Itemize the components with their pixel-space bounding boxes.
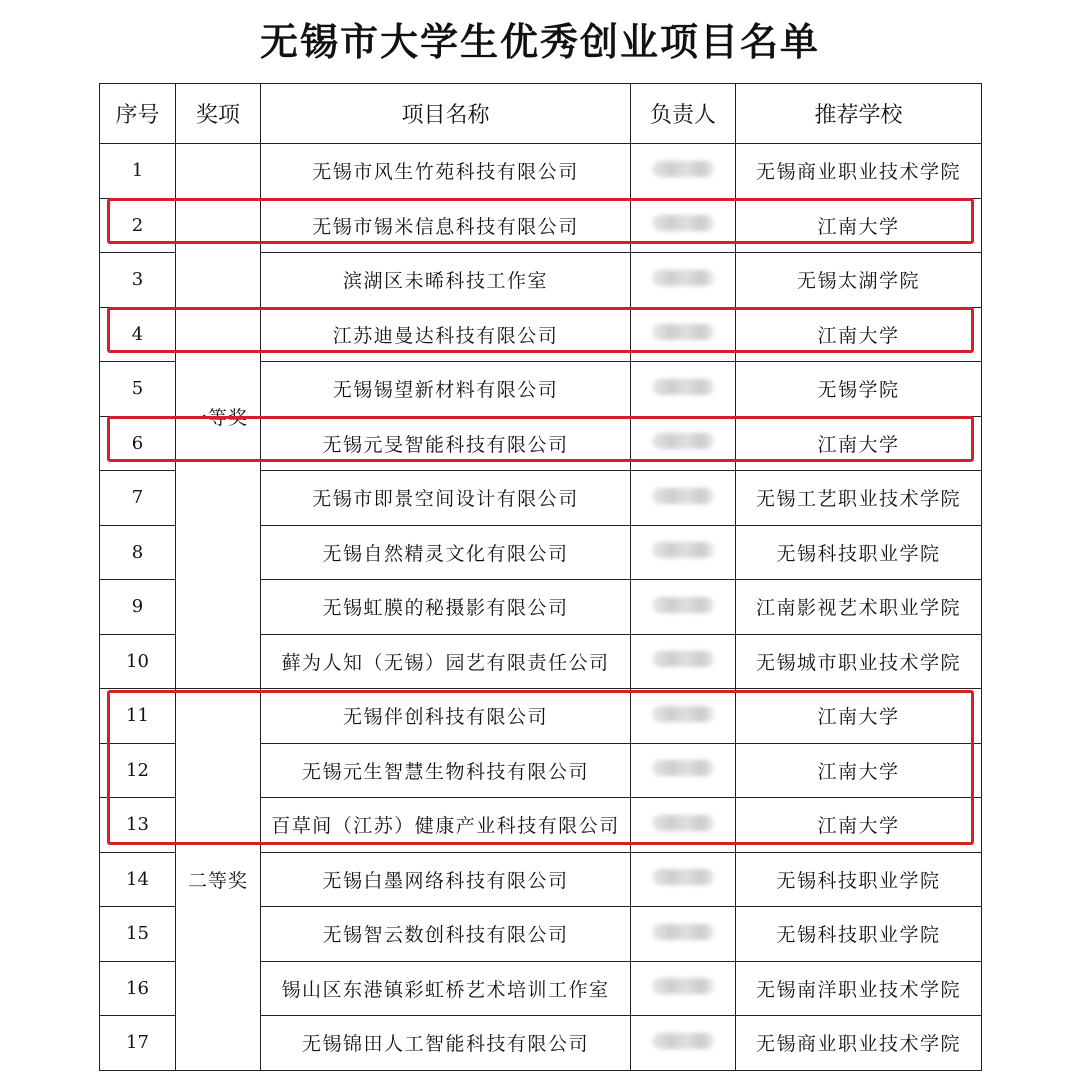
redacted-name-blur bbox=[652, 270, 714, 286]
row-school: 江南大学 bbox=[736, 307, 982, 362]
row-school: 无锡南洋职业技术学院 bbox=[736, 961, 982, 1016]
row-seq: 13 bbox=[100, 798, 176, 853]
redacted-name-blur bbox=[652, 978, 714, 994]
row-project-name: 锡山区东港镇彩虹桥艺术培训工作室 bbox=[261, 961, 631, 1016]
row-person bbox=[631, 253, 736, 308]
row-school: 无锡商业职业技术学院 bbox=[736, 1016, 982, 1071]
redacted-name-blur bbox=[652, 1033, 714, 1049]
row-school: 江南大学 bbox=[736, 798, 982, 853]
row-school: 无锡太湖学院 bbox=[736, 253, 982, 308]
row-project-name: 无锡市即景空间设计有限公司 bbox=[261, 471, 631, 526]
table-row bbox=[100, 689, 982, 744]
row-seq: 15 bbox=[100, 907, 176, 962]
award-first-prize: 一等奖 bbox=[176, 144, 261, 689]
row-school: 无锡学院 bbox=[736, 362, 982, 417]
row-project-name: 无锡锡望新材料有限公司 bbox=[261, 362, 631, 417]
row-project-name: 无锡元生智慧生物科技有限公司 bbox=[261, 743, 631, 798]
row-seq: 9 bbox=[100, 580, 176, 635]
row-project-name: 无锡自然精灵文化有限公司 bbox=[261, 525, 631, 580]
row-project-name: 无锡市锡米信息科技有限公司 bbox=[261, 198, 631, 253]
row-school: 无锡工艺职业技术学院 bbox=[736, 471, 982, 526]
redacted-name-blur bbox=[652, 706, 714, 722]
table-row bbox=[100, 144, 982, 199]
row-project-name: 无锡元旻智能科技有限公司 bbox=[261, 416, 631, 471]
row-project-name: 无锡智云数创科技有限公司 bbox=[261, 907, 631, 962]
row-seq: 17 bbox=[100, 1016, 176, 1071]
row-project-name: 无锡白墨网络科技有限公司 bbox=[261, 852, 631, 907]
row-seq: 5 bbox=[100, 362, 176, 417]
row-school: 江南影视艺术职业学院 bbox=[736, 580, 982, 635]
row-project-name: 无锡伴创科技有限公司 bbox=[261, 689, 631, 744]
row-project-name: 无锡虹膜的秘摄影有限公司 bbox=[261, 580, 631, 635]
award-second-prize: 二等奖 bbox=[176, 689, 261, 1071]
redacted-name-blur bbox=[652, 542, 714, 558]
row-person bbox=[631, 471, 736, 526]
row-person bbox=[631, 416, 736, 471]
table-header-row bbox=[100, 84, 982, 144]
row-person bbox=[631, 634, 736, 689]
redacted-name-blur bbox=[652, 488, 714, 504]
row-person bbox=[631, 743, 736, 798]
row-school: 江南大学 bbox=[736, 689, 982, 744]
row-seq: 10 bbox=[100, 634, 176, 689]
row-person bbox=[631, 580, 736, 635]
redacted-name-blur bbox=[652, 161, 714, 177]
row-seq: 11 bbox=[100, 689, 176, 744]
row-project-name: 无锡市风生竹苑科技有限公司 bbox=[261, 144, 631, 199]
row-person bbox=[631, 198, 736, 253]
redacted-name-blur bbox=[652, 215, 714, 231]
row-person bbox=[631, 689, 736, 744]
page-title: 无锡市大学生优秀创业项目名单 bbox=[259, 20, 820, 64]
row-school: 无锡城市职业技术学院 bbox=[736, 634, 982, 689]
row-seq: 6 bbox=[100, 416, 176, 471]
row-project-name: 百草间（江苏）健康产业科技有限公司 bbox=[261, 798, 631, 853]
row-seq: 16 bbox=[100, 961, 176, 1016]
row-school: 无锡科技职业学院 bbox=[736, 852, 982, 907]
row-school: 无锡科技职业学院 bbox=[736, 525, 982, 580]
row-school: 无锡科技职业学院 bbox=[736, 907, 982, 962]
header-project: 项目名称 bbox=[261, 84, 631, 144]
header-person: 负责人 bbox=[631, 84, 736, 144]
redacted-name-blur bbox=[652, 597, 714, 613]
row-school: 江南大学 bbox=[736, 743, 982, 798]
row-seq: 8 bbox=[100, 525, 176, 580]
row-seq: 14 bbox=[100, 852, 176, 907]
row-person bbox=[631, 961, 736, 1016]
header-seq: 序号 bbox=[100, 84, 176, 144]
row-seq: 2 bbox=[100, 198, 176, 253]
redacted-name-blur bbox=[652, 815, 714, 831]
row-person bbox=[631, 525, 736, 580]
row-person bbox=[631, 362, 736, 417]
header-award: 奖项 bbox=[176, 84, 261, 144]
row-school: 江南大学 bbox=[736, 416, 982, 471]
header-school: 推荐学校 bbox=[736, 84, 982, 144]
row-person bbox=[631, 852, 736, 907]
row-project-name: 江苏迪曼达科技有限公司 bbox=[261, 307, 631, 362]
row-person bbox=[631, 144, 736, 199]
redacted-name-blur bbox=[652, 433, 714, 449]
redacted-name-blur bbox=[652, 924, 714, 940]
redacted-name-blur bbox=[652, 324, 714, 340]
redacted-name-blur bbox=[652, 869, 714, 885]
project-list-table bbox=[99, 83, 982, 1071]
row-school: 江南大学 bbox=[736, 198, 982, 253]
row-seq: 12 bbox=[100, 743, 176, 798]
row-person bbox=[631, 798, 736, 853]
row-seq: 1 bbox=[100, 144, 176, 199]
row-school: 无锡商业职业技术学院 bbox=[736, 144, 982, 199]
row-project-name: 滨湖区未晞科技工作室 bbox=[261, 253, 631, 308]
redacted-name-blur bbox=[652, 760, 714, 776]
redacted-name-blur bbox=[652, 651, 714, 667]
row-project-name: 无锡锦田人工智能科技有限公司 bbox=[261, 1016, 631, 1071]
row-person bbox=[631, 307, 736, 362]
row-person bbox=[631, 1016, 736, 1071]
row-project-name: 藓为人知（无锡）园艺有限责任公司 bbox=[261, 634, 631, 689]
row-seq: 4 bbox=[100, 307, 176, 362]
row-seq: 3 bbox=[100, 253, 176, 308]
redacted-name-blur bbox=[652, 379, 714, 395]
row-person bbox=[631, 907, 736, 962]
row-seq: 7 bbox=[100, 471, 176, 526]
